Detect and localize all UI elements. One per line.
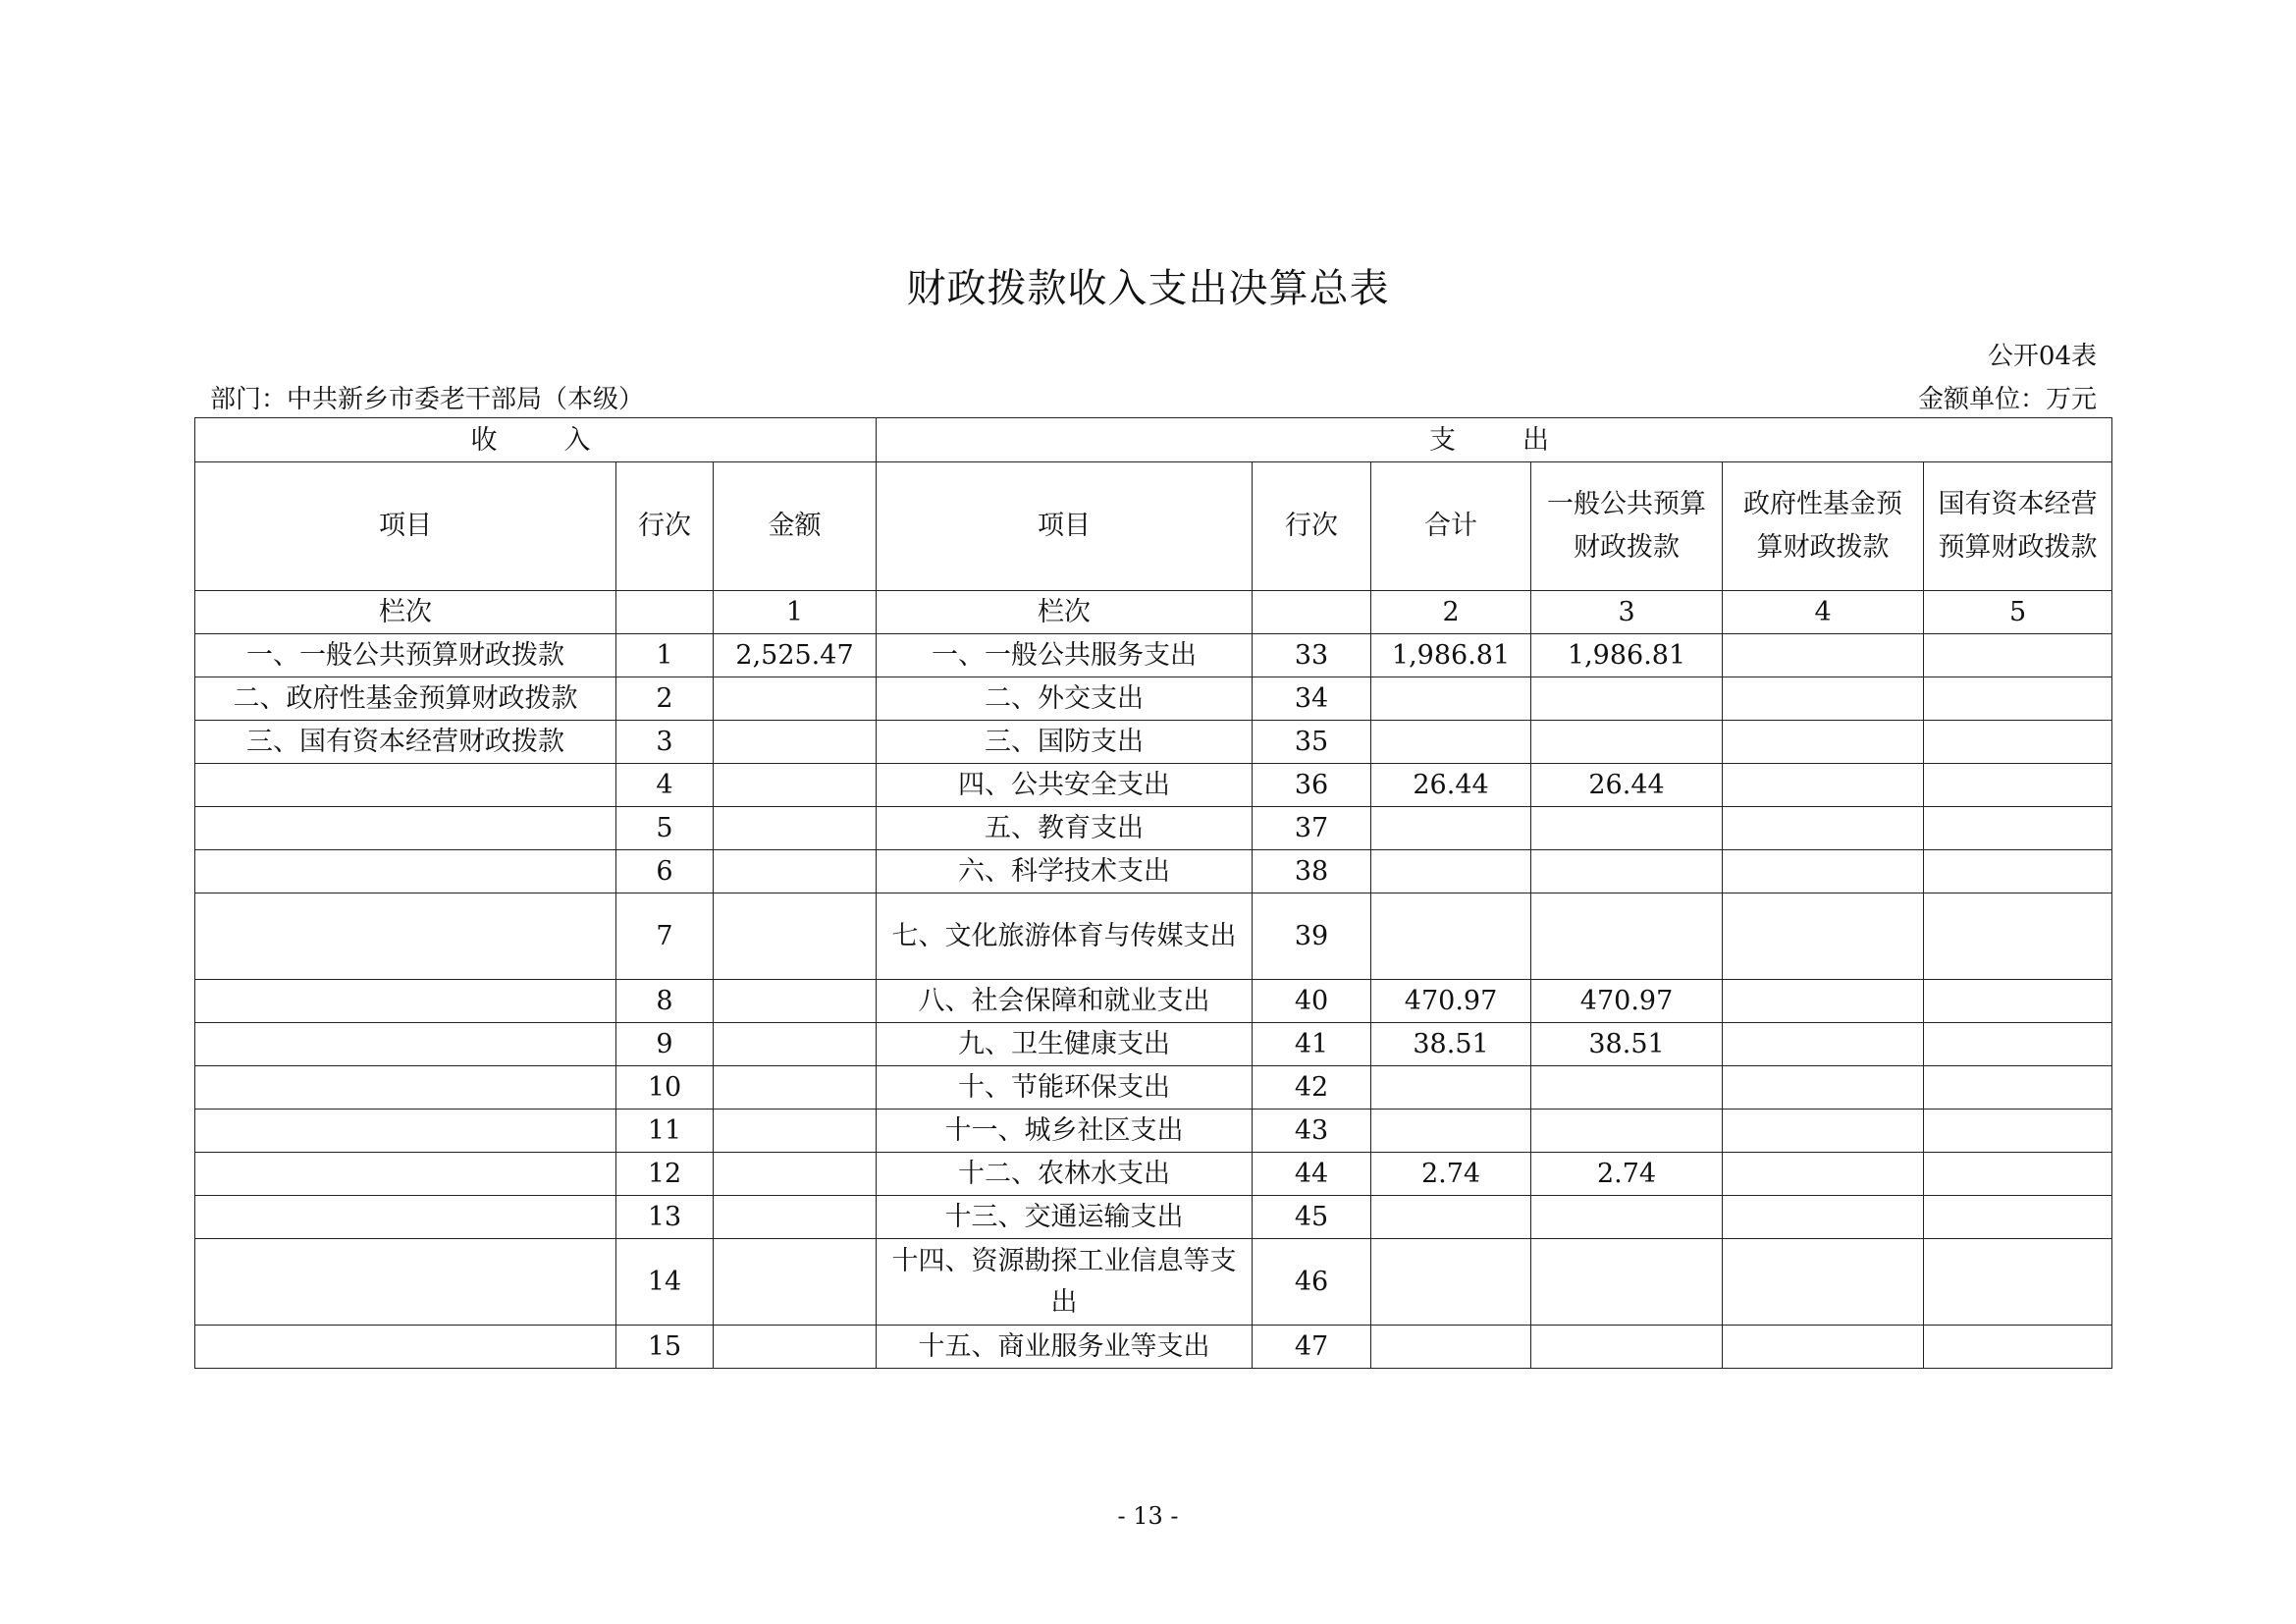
expense-total-cell	[1371, 1066, 1531, 1110]
expense-row-no-cell: 38	[1253, 850, 1371, 893]
form-number: 公开04表	[1987, 342, 2097, 371]
expense-state-cell	[1924, 764, 2112, 807]
table-row	[195, 1326, 2112, 1369]
expense-state-cell	[1924, 1239, 2112, 1326]
expense-fund-cell	[1723, 807, 1924, 850]
expense-state-cell	[1924, 721, 2112, 764]
expense-row-no-cell: 42	[1253, 1066, 1371, 1110]
header-expense-row-no: 行次	[1253, 462, 1371, 591]
table-row	[195, 1153, 2112, 1196]
income-row-no-cell: 3	[616, 721, 714, 764]
income-row-no-cell: 9	[616, 1023, 714, 1066]
expense-fund-cell	[1723, 677, 1924, 721]
expense-state-cell	[1924, 634, 2112, 677]
expense-general-cell	[1531, 850, 1723, 893]
header-expense-state-capital: 国有资本经营预算财政拨款	[1924, 462, 2112, 591]
expense-general-cell	[1531, 1110, 1723, 1153]
expense-state-cell	[1924, 850, 2112, 893]
index-expense-state: 5	[1924, 591, 2112, 634]
income-item-cell	[195, 1239, 616, 1326]
expense-row-no-cell: 47	[1253, 1326, 1371, 1369]
expense-total-cell	[1371, 1326, 1531, 1369]
expense-general-cell	[1531, 677, 1723, 721]
income-row-no-cell: 5	[616, 807, 714, 850]
expense-row-no-cell: 44	[1253, 1153, 1371, 1196]
expense-item-cell: 三、国防支出	[877, 721, 1253, 764]
expense-section-header: 支出	[877, 418, 2112, 462]
expense-general-cell	[1531, 721, 1723, 764]
expense-general-cell	[1531, 1239, 1723, 1326]
income-amount-cell	[714, 1023, 877, 1066]
expense-total-cell	[1371, 893, 1531, 980]
income-amount-cell	[714, 764, 877, 807]
income-row-no-cell: 14	[616, 1239, 714, 1326]
header-expense-fund-budget: 政府性基金预算财政拨款	[1723, 462, 1924, 591]
expense-item-cell: 六、科学技术支出	[877, 850, 1253, 893]
income-row-no-cell: 15	[616, 1326, 714, 1369]
expense-total-cell	[1371, 1110, 1531, 1153]
expense-fund-cell	[1723, 634, 1924, 677]
income-amount-cell	[714, 807, 877, 850]
expense-item-cell: 五、教育支出	[877, 807, 1253, 850]
income-amount-cell	[714, 1110, 877, 1153]
income-amount-cell	[714, 1196, 877, 1239]
expense-row-no-cell: 36	[1253, 764, 1371, 807]
expense-total-cell: 1,986.81	[1371, 634, 1531, 677]
income-row-no-cell: 6	[616, 850, 714, 893]
income-row-no-cell: 4	[616, 764, 714, 807]
expense-row-no-cell: 43	[1253, 1110, 1371, 1153]
header-income-item: 项目	[195, 462, 616, 591]
expense-state-cell	[1924, 1153, 2112, 1196]
income-item-cell	[195, 1110, 616, 1153]
income-item-cell	[195, 850, 616, 893]
income-amount-cell: 2,525.47	[714, 634, 877, 677]
expense-total-cell: 38.51	[1371, 1023, 1531, 1066]
expense-row-no-cell: 46	[1253, 1239, 1371, 1326]
index-expense-total: 2	[1371, 591, 1531, 634]
income-row-no-cell: 12	[616, 1153, 714, 1196]
table-row	[195, 1023, 2112, 1066]
expense-general-cell: 38.51	[1531, 1023, 1723, 1066]
expense-total-cell	[1371, 677, 1531, 721]
expense-fund-cell	[1723, 1110, 1924, 1153]
expense-total-cell	[1371, 807, 1531, 850]
expense-fund-cell	[1723, 1153, 1924, 1196]
expense-item-cell: 一、一般公共服务支出	[877, 634, 1253, 677]
expense-total-cell: 26.44	[1371, 764, 1531, 807]
income-item-cell	[195, 980, 616, 1023]
expense-item-cell: 十三、交通运输支出	[877, 1196, 1253, 1239]
income-item-cell	[195, 1326, 616, 1369]
income-item-cell	[195, 893, 616, 980]
expense-total-cell: 470.97	[1371, 980, 1531, 1023]
expense-row-no-cell: 34	[1253, 677, 1371, 721]
expense-general-cell	[1531, 807, 1723, 850]
income-item-cell	[195, 764, 616, 807]
amount-unit-label: 金额单位：万元	[1917, 385, 2097, 414]
expense-state-cell	[1924, 1023, 2112, 1066]
table-row	[195, 1110, 2112, 1153]
section-header-row	[195, 418, 2112, 462]
expense-general-cell: 26.44	[1531, 764, 1723, 807]
header-income-row-no: 行次	[616, 462, 714, 591]
income-item-cell	[195, 1023, 616, 1066]
table-row	[195, 1196, 2112, 1239]
income-row-no-cell: 2	[616, 677, 714, 721]
table-row	[195, 764, 2112, 807]
expense-fund-cell	[1723, 1066, 1924, 1110]
expense-state-cell	[1924, 1066, 2112, 1110]
table-row	[195, 634, 2112, 677]
expense-general-cell	[1531, 893, 1723, 980]
expense-general-cell	[1531, 1326, 1723, 1369]
income-amount-cell	[714, 1066, 877, 1110]
income-amount-cell	[714, 1326, 877, 1369]
page-title: 财政拨款收入支出决算总表	[906, 266, 1390, 311]
header-expense-total: 合计	[1371, 462, 1531, 591]
expense-fund-cell	[1723, 980, 1924, 1023]
income-item-cell	[195, 1153, 616, 1196]
expense-total-cell	[1371, 1239, 1531, 1326]
index-income-amount: 1	[714, 591, 877, 634]
expense-state-cell	[1924, 1110, 2112, 1153]
expense-general-cell	[1531, 1066, 1723, 1110]
income-section-header: 收入	[195, 418, 877, 462]
expense-general-cell: 470.97	[1531, 980, 1723, 1023]
expense-state-cell	[1924, 1326, 2112, 1369]
expense-fund-cell	[1723, 1196, 1924, 1239]
index-expense-row-no	[1253, 591, 1371, 634]
income-row-no-cell: 7	[616, 893, 714, 980]
column-header-row	[195, 462, 2112, 591]
income-row-no-cell: 8	[616, 980, 714, 1023]
table-row	[195, 1066, 2112, 1110]
income-amount-cell	[714, 1239, 877, 1326]
income-amount-cell	[714, 893, 877, 980]
index-income-label: 栏次	[195, 591, 616, 634]
expense-state-cell	[1924, 980, 2112, 1023]
expense-item-cell: 十五、商业服务业等支出	[877, 1326, 1253, 1369]
income-item-cell	[195, 807, 616, 850]
header-expense-item: 项目	[877, 462, 1253, 591]
table-row	[195, 721, 2112, 764]
table-row	[195, 893, 2112, 980]
expense-state-cell	[1924, 677, 2112, 721]
expense-row-no-cell: 35	[1253, 721, 1371, 764]
income-amount-cell	[714, 721, 877, 764]
header-income-amount: 金额	[714, 462, 877, 591]
expense-fund-cell	[1723, 850, 1924, 893]
table-row	[195, 677, 2112, 721]
table-row	[195, 980, 2112, 1023]
income-item-cell: 三、国有资本经营财政拨款	[195, 721, 616, 764]
index-expense-fund: 4	[1723, 591, 1924, 634]
expense-item-cell: 十二、农林水支出	[877, 1153, 1253, 1196]
expense-total-cell: 2.74	[1371, 1153, 1531, 1196]
expense-item-cell: 九、卫生健康支出	[877, 1023, 1253, 1066]
income-item-cell	[195, 1066, 616, 1110]
expense-state-cell	[1924, 893, 2112, 980]
expense-total-cell	[1371, 1196, 1531, 1239]
expense-item-cell: 四、公共安全支出	[877, 764, 1253, 807]
expense-fund-cell	[1723, 721, 1924, 764]
expense-fund-cell	[1723, 1239, 1924, 1326]
expense-item-cell: 十四、资源勘探工业信息等支出	[877, 1239, 1253, 1326]
expense-total-cell	[1371, 850, 1531, 893]
income-row-no-cell: 10	[616, 1066, 714, 1110]
table-row	[195, 1239, 2112, 1326]
header-expense-general-budget: 一般公共预算财政拨款	[1531, 462, 1723, 591]
expense-row-no-cell: 37	[1253, 807, 1371, 850]
income-amount-cell	[714, 850, 877, 893]
income-amount-cell	[714, 980, 877, 1023]
expense-general-cell: 1,986.81	[1531, 634, 1723, 677]
income-row-no-cell: 13	[616, 1196, 714, 1239]
expense-row-no-cell: 41	[1253, 1023, 1371, 1066]
expense-state-cell	[1924, 1196, 2112, 1239]
income-amount-cell	[714, 677, 877, 721]
income-row-no-cell: 1	[616, 634, 714, 677]
column-index-row	[195, 591, 2112, 634]
expense-fund-cell	[1723, 893, 1924, 980]
expense-fund-cell	[1723, 764, 1924, 807]
income-item-cell: 二、政府性基金预算财政拨款	[195, 677, 616, 721]
index-expense-general: 3	[1531, 591, 1723, 634]
page-number: - 13 -	[1117, 1502, 1179, 1530]
index-expense-label: 栏次	[877, 591, 1253, 634]
expense-row-no-cell: 39	[1253, 893, 1371, 980]
expense-fund-cell	[1723, 1326, 1924, 1369]
expense-item-cell: 十、节能环保支出	[877, 1066, 1253, 1110]
index-income-row-no	[616, 591, 714, 634]
income-item-cell: 一、一般公共预算财政拨款	[195, 634, 616, 677]
expense-item-cell: 二、外交支出	[877, 677, 1253, 721]
expense-item-cell: 七、文化旅游体育与传媒支出	[877, 893, 1253, 980]
expense-total-cell	[1371, 721, 1531, 764]
income-row-no-cell: 11	[616, 1110, 714, 1153]
table-row	[195, 807, 2112, 850]
expense-row-no-cell: 40	[1253, 980, 1371, 1023]
department-label: 部门：中共新乡市委老干部局（本级）	[210, 385, 645, 414]
income-amount-cell	[714, 1153, 877, 1196]
expense-general-cell: 2.74	[1531, 1153, 1723, 1196]
expense-row-no-cell: 45	[1253, 1196, 1371, 1239]
expense-fund-cell	[1723, 1023, 1924, 1066]
expense-item-cell: 八、社会保障和就业支出	[877, 980, 1253, 1023]
income-item-cell	[195, 1196, 616, 1239]
expense-state-cell	[1924, 807, 2112, 850]
expense-item-cell: 十一、城乡社区支出	[877, 1110, 1253, 1153]
appropriation-table	[194, 417, 2112, 1369]
expense-row-no-cell: 33	[1253, 634, 1371, 677]
table-row	[195, 850, 2112, 893]
expense-general-cell	[1531, 1196, 1723, 1239]
